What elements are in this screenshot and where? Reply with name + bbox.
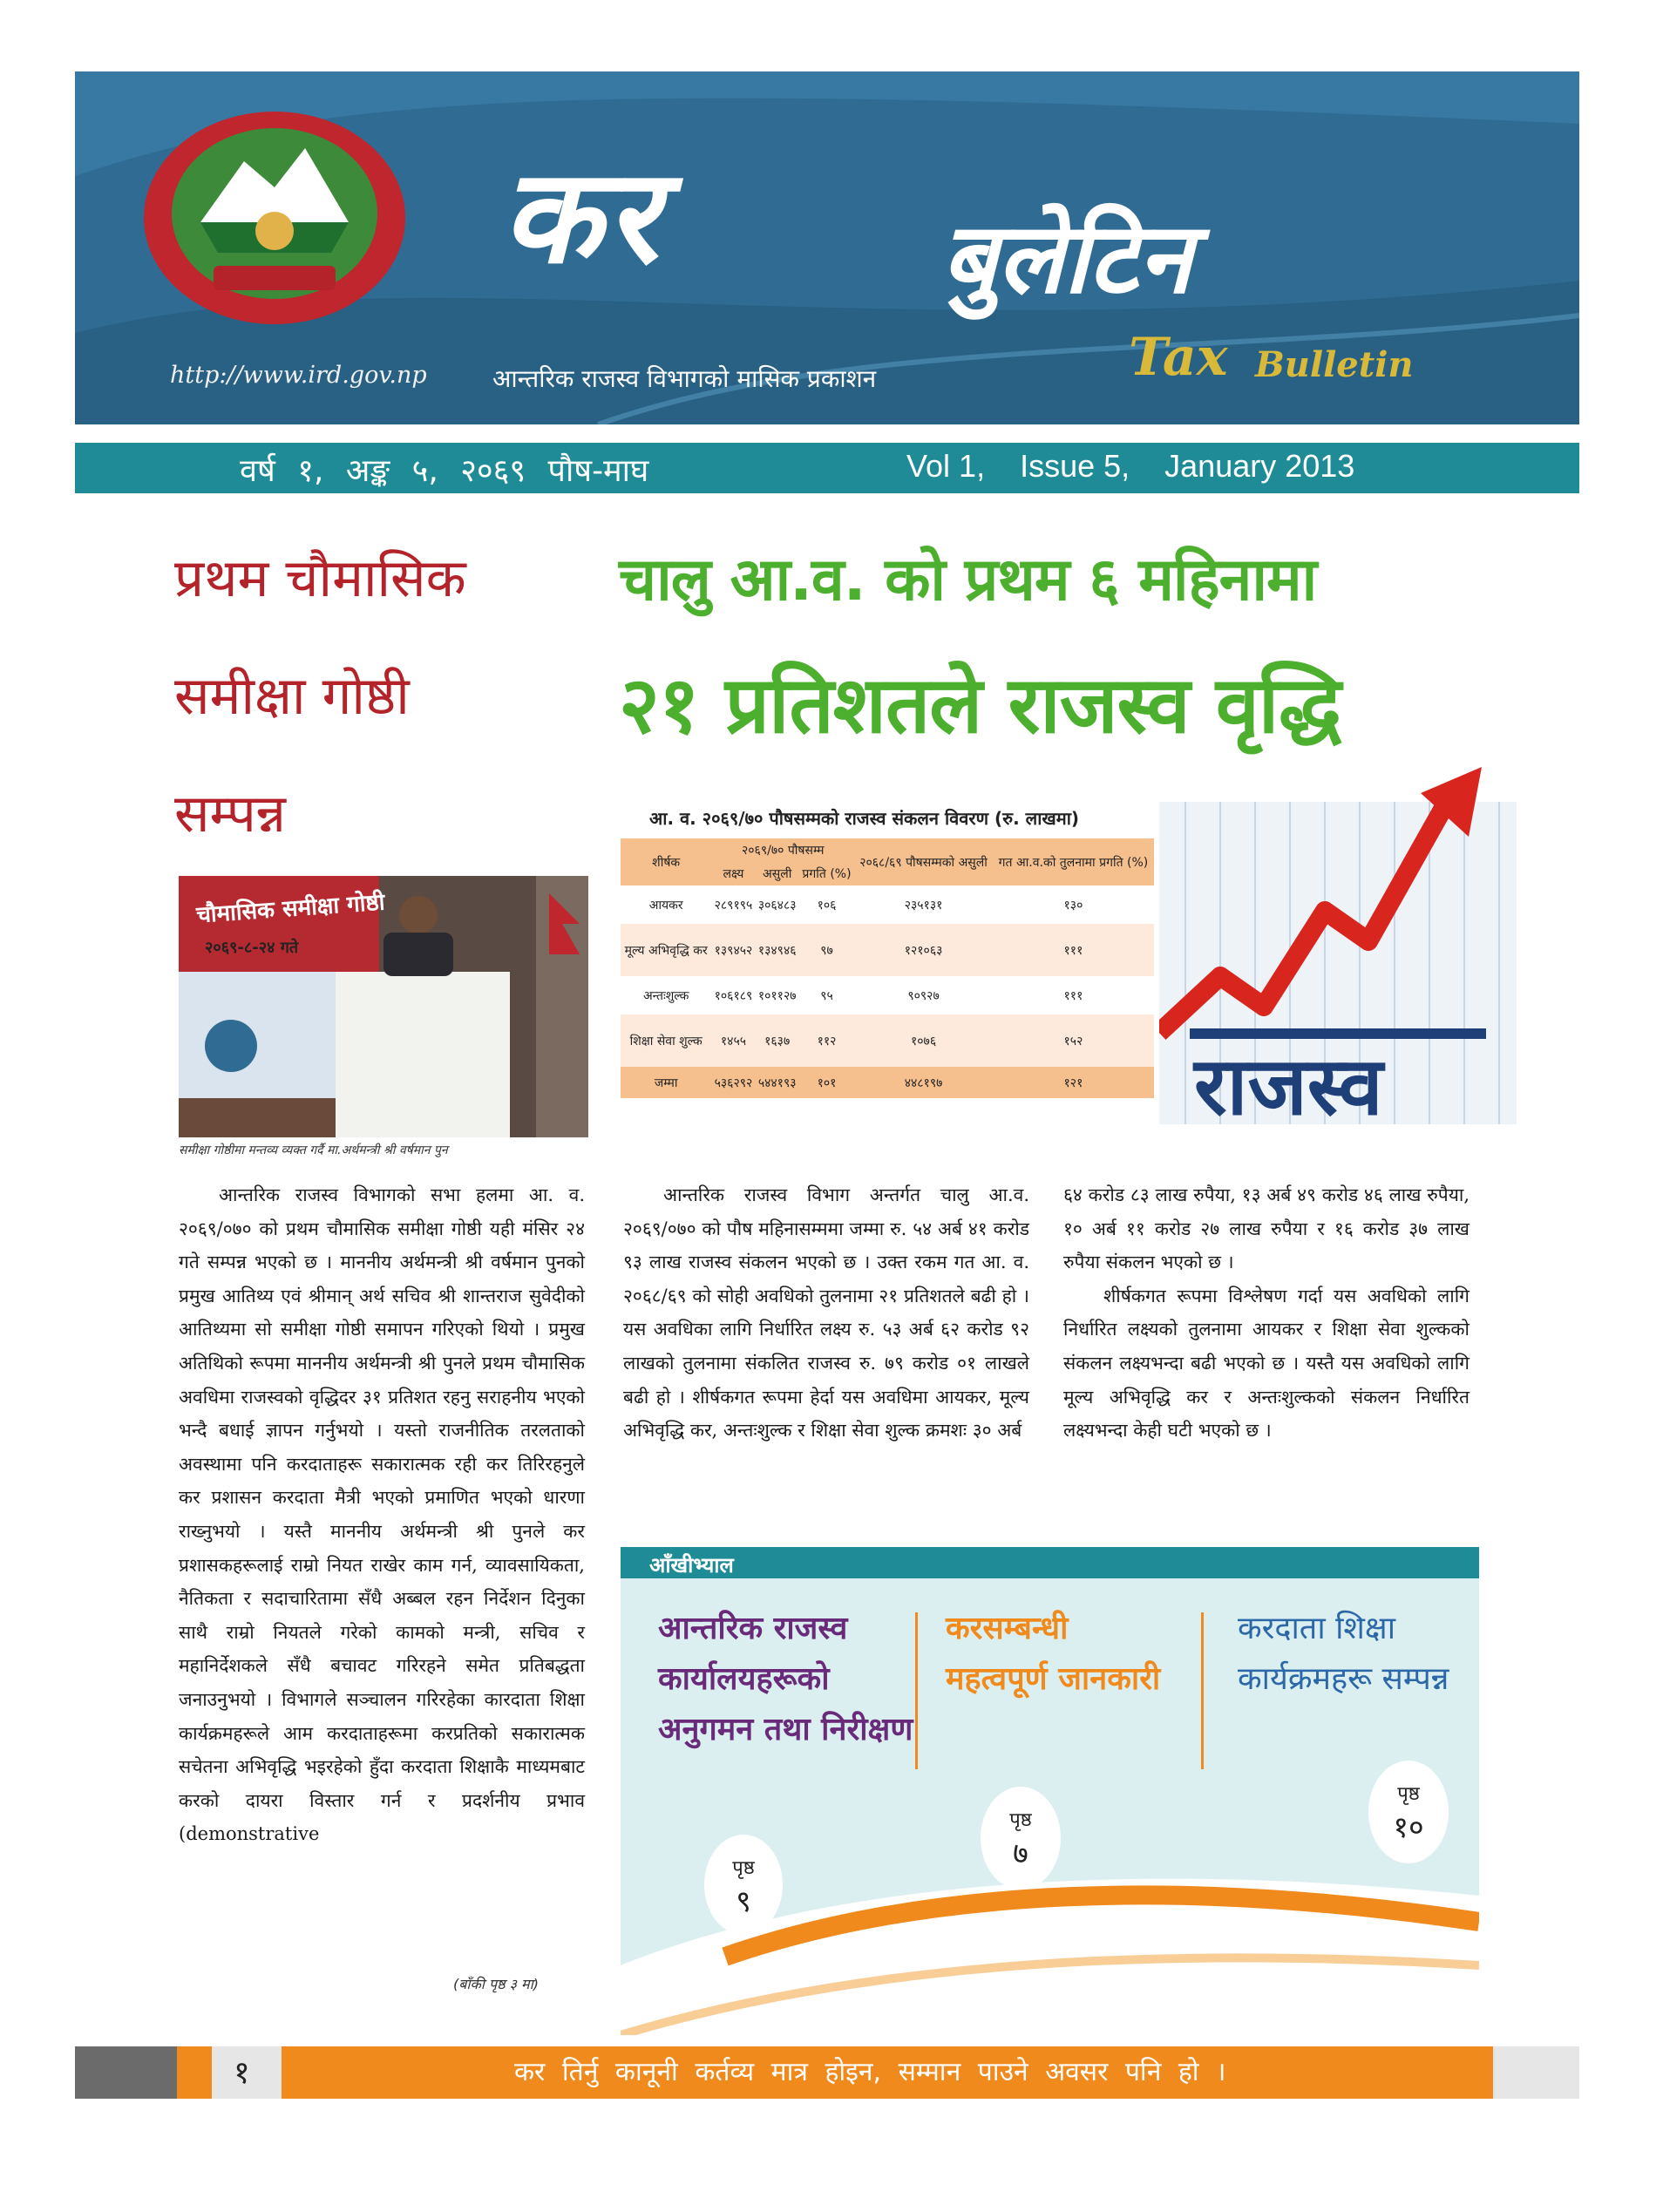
graph-label-rajaswa: राजस्व — [1194, 1040, 1383, 1133]
table-header-progress: प्रगति (%) — [802, 867, 852, 881]
issue-info-en: Vol 1, Issue 5, January 2013 — [906, 448, 1355, 484]
table-header-comparison: गत आ.व.को तुलनामा प्रगति (%) — [998, 855, 1149, 870]
table-cell: १३० — [1063, 898, 1083, 913]
revenue-table-title: आ. व. २०६९/७० पौषसम्मको राजस्व संकलन विवरण (रु. लाखमा) — [649, 808, 1080, 829]
table-header-prev-collection: २०६८/६९ पौषसम्मको असुली — [859, 855, 988, 870]
page-ref-bubble[interactable] — [704, 1835, 783, 1935]
table-cell: ५४४१९३ — [757, 1075, 797, 1090]
page-ref-number: ९ — [736, 1884, 751, 1919]
table-cell: ३०६४८३ — [757, 898, 797, 913]
revenue-growth-illustration — [1159, 767, 1517, 1133]
page-ref-label: पृष्ठ — [1397, 1783, 1420, 1805]
left-story-body: आन्तरिक राजस्व विभागको सभा हलमा आ. व. २०६९/०७० को प्रथम चौमासिक समीक्षा गोष्ठी यही मंसिर २४ गते सम्पन्न भएको छ । माननीय अर्थमन्त्री श्री वर्षमान पुनको प्रमुख आतिथ्य एवं श्रीमान् अर्थ सचिव श्री शान्तराज सुवेदीको आतिथ्यमा सो समीक्षा गोष्ठी समापन गरिएको थियो । प्रमुख अतिथिको रूपमा माननीय अर्थमन्त्री श्री पुनले प्रथम चौमासिक अवधिमा राजस्वको वृद्धिदर ३१ प्रतिशत रहनु सराहनीय भएको भन्दै बधाई ज्ञापन गर्नुभयो । यस्तो राजनीतिक तरलताको अवस्थामा पनि करदाताहरू सकारात्मक रही कर तिरिरहनुले कर प्रशासन करदाता मैत्री भएको प्रमाणित भएको धारणा राख्नुभयो । यस्तै माननीय अर्थमन्त्री श्री पुनले कर प्रशासकहरूलाई राम्रो नियत राखेर काम गर्न, व्यावसायिकता, नैतिकता र सदाचारितामा सँधै अब्बल रहन निर्देशन दिनुका साथै राम्रो नियतले गरेको कामको मन्त्री, सचिव र महानिर्देशकले सँधै बचावट गरिरहने समेत प्रतिबद्धता जनाउनुभयो । विभागले सञ्चालन गरिरहेका कारदाता शिक्षा कार्यक्रमहरूले आम करदाताहरूमा करप्रतिको सकारात्मक सचेतना अभिवृद्धि भइरहेको हुँदा करदाता शिक्षाकै माध्यमबाट करको दायरा विस्तार गर्न र प्रदर्शनीय प्रभाव (demonstrative — [179, 1184, 585, 1845]
table-cell: मूल्य अभिवृद्धि कर — [624, 943, 708, 958]
table-cell: ९०९२७ — [907, 988, 940, 1003]
issue-info-np: वर्ष १, अङ्क ५, २०६९ पौष-माघ — [240, 453, 649, 489]
glance-item-inspection[interactable]: आन्तरिक राजस्व कार्यालयहरूको अनुगमन तथा निरीक्षण — [658, 1611, 913, 1747]
table-cell: १३४९४६ — [757, 943, 797, 958]
website-url: http://www.ird.gov.np — [170, 362, 427, 389]
table-cell: शिक्षा सेवा शुल्क — [629, 1034, 703, 1048]
table-cell: जम्मा — [654, 1075, 678, 1090]
masthead-title-np-2: बुलेटिन — [941, 201, 1192, 316]
table-cell: १६३७ — [764, 1034, 791, 1048]
seminar-photo — [179, 876, 588, 1137]
photo-date-text: २०६९-८-२४ गते — [205, 939, 299, 957]
main-headline-line-1: चालु आ.व. को प्रथम ६ महिनामा — [619, 546, 1317, 614]
revenue-table — [621, 838, 1154, 1098]
left-headline-line-1: प्रथम चौमासिक — [174, 548, 466, 609]
table-cell: आयकर — [648, 898, 683, 913]
page-number: १ — [234, 2055, 250, 2091]
glance-header-bar — [621, 1547, 1479, 1578]
table-row — [621, 976, 1154, 1014]
masthead-title-np: कर — [501, 139, 662, 293]
footer-slogan: कर तिर्नु कानूनी कर्तव्य मात्र होइन, सम्मान पाउने अवसर पनि हो । — [514, 2057, 1226, 2087]
table-cell: २३५१३१ — [904, 898, 943, 913]
table-cell: ११२ — [817, 1034, 837, 1048]
table-cell: २८९१९५ — [714, 898, 753, 913]
main-story-paragraph: शीर्षकगत रूपमा विश्लेषण गर्दा यस अवधिको लागि निर्धारित लक्ष्यको तुलनामा आयकर र शिक्षा सेवा शुल्कको संकलन लक्ष्यभन्दा बढी भएको छ । यस्तै यस अवधिको लागि मूल्य अभिवृद्धि कर र अन्तःशुल्कको संकलन निर्धारित लक्ष्यभन्दा केही घटी भएको छ । — [1063, 1285, 1470, 1442]
photo-caption: समीक्षा गोष्ठीमा मन्तव्य व्यक्त गर्दै मा.अर्थमन्त्री श्री वर्षमान पुन — [179, 1143, 448, 1157]
left-headline-line-2: समीक्षा गोष्ठी — [174, 666, 410, 727]
footer-orange-accent — [177, 2046, 212, 2099]
page-ref-number: १० — [1393, 1810, 1424, 1845]
table-cell: १०१ — [817, 1075, 837, 1090]
table-total-row — [621, 1067, 1154, 1098]
footer-gray-block — [75, 2046, 177, 2099]
table-header-group: २०६९/७० पौषसम्म — [741, 844, 825, 858]
footer-end-block — [1493, 2046, 1579, 2099]
table-cell: १२१ — [1063, 1075, 1083, 1090]
table-cell: १०७६ — [910, 1034, 937, 1048]
table-row — [621, 1014, 1154, 1067]
main-story-column-1: आन्तरिक राजस्व विभाग अन्तर्गत चालु आ.व. २०६९/०७० को पौष महिनासम्ममा जम्मा रु. ५४ अर्ब ४१ करोड ९३ लाख राजस्व संकलन भएको छ । उक्त रकम गत आ. व. २०६८/६९ को सोही अवधिको तुलनामा २१ प्रतिशतले बढी हो । यस अवधिका लागि निर्धारित लक्ष्य रु. ५३ अर्ब ६२ करोड ९२ लाखको तुलनामा संकलित राजस्व रु. ७९ करोड ०१ लाखले बढी हो । शीर्षकगत रूपमा हेर्दा यस अवधिमा आयकर, मूल्य अभिवृद्धि कर, अन्तःशुल्क र शिक्षा सेवा शुल्क क्रमशः ३० अर्ब — [623, 1184, 1029, 1442]
table-cell: ९५ — [820, 988, 833, 1003]
table-header-target: लक्ष्य — [723, 867, 744, 881]
table-cell: १०६१८९ — [714, 988, 753, 1003]
masthead-title-en: Tax — [1129, 327, 1228, 388]
glance-item-tax-info[interactable]: करसम्बन्धी महत्वपूर्ण जानकारी — [946, 1611, 1161, 1697]
table-cell: ९७ — [820, 943, 833, 958]
page-ref-bubble[interactable] — [981, 1787, 1061, 1890]
main-story-column-2 — [1063, 1178, 1470, 1448]
table-cell: १११ — [1063, 988, 1083, 1003]
table-cell: ५३६२९२ — [714, 1075, 753, 1090]
page-ref-label: पृष्ठ — [1009, 1809, 1032, 1831]
table-cell: १३९४५२ — [714, 943, 753, 958]
photo-banner-text: चौमासिक समीक्षा गोष्ठी — [195, 889, 386, 929]
table-row — [621, 885, 1154, 924]
glance-item-taxpayer-education[interactable]: करदाता शिक्षा कार्यक्रमहरू सम्पन्न — [1238, 1611, 1449, 1697]
continued-note: (बाँकी पृष्ठ ३ मा) — [453, 1976, 539, 1992]
table-cell: १५२ — [1063, 1034, 1083, 1048]
table-cell: अन्तःशुल्क — [642, 988, 689, 1003]
table-header-collection: असुली — [763, 867, 792, 881]
masthead-tagline: आन्तरिक राजस्व विभागको मासिक प्रकाशन — [492, 364, 877, 393]
table-cell: १०६ — [817, 898, 837, 913]
table-cell: ४४८१९७ — [904, 1075, 943, 1090]
table-cell: १२१०६३ — [904, 943, 943, 958]
glance-divider — [915, 1612, 918, 1769]
main-headline-line-2: २१ प्रतिशतले राजस्व वृद्धि — [619, 660, 1341, 751]
main-story-paragraph: ६४ करोड ८३ लाख रुपैया, १३ अर्ब ४९ करोड ४६ लाख रुपैया, १० अर्ब ११ करोड २७ लाख रुपैया र १६ करोड ३७ लाख रुपैया संकलन भएको छ । — [1063, 1184, 1470, 1273]
glance-divider — [1201, 1612, 1204, 1769]
page-ref-number: ७ — [1013, 1836, 1028, 1871]
table-cell: १०११२७ — [757, 988, 797, 1003]
table-header-title: शीर्षक — [652, 855, 681, 870]
table-cell: १११ — [1063, 943, 1083, 958]
page-ref-label: पृष्ठ — [732, 1857, 755, 1879]
nepal-emblem-logo — [131, 100, 418, 336]
glance-label: आँखीभ्याल — [649, 1553, 734, 1578]
table-cell: १४५५ — [720, 1034, 747, 1048]
table-row — [621, 924, 1154, 976]
masthead-title-en-2: Bulletin — [1255, 344, 1414, 385]
page-ref-bubble[interactable] — [1368, 1761, 1449, 1863]
left-headline-line-3: सम्पन्न — [174, 784, 286, 845]
